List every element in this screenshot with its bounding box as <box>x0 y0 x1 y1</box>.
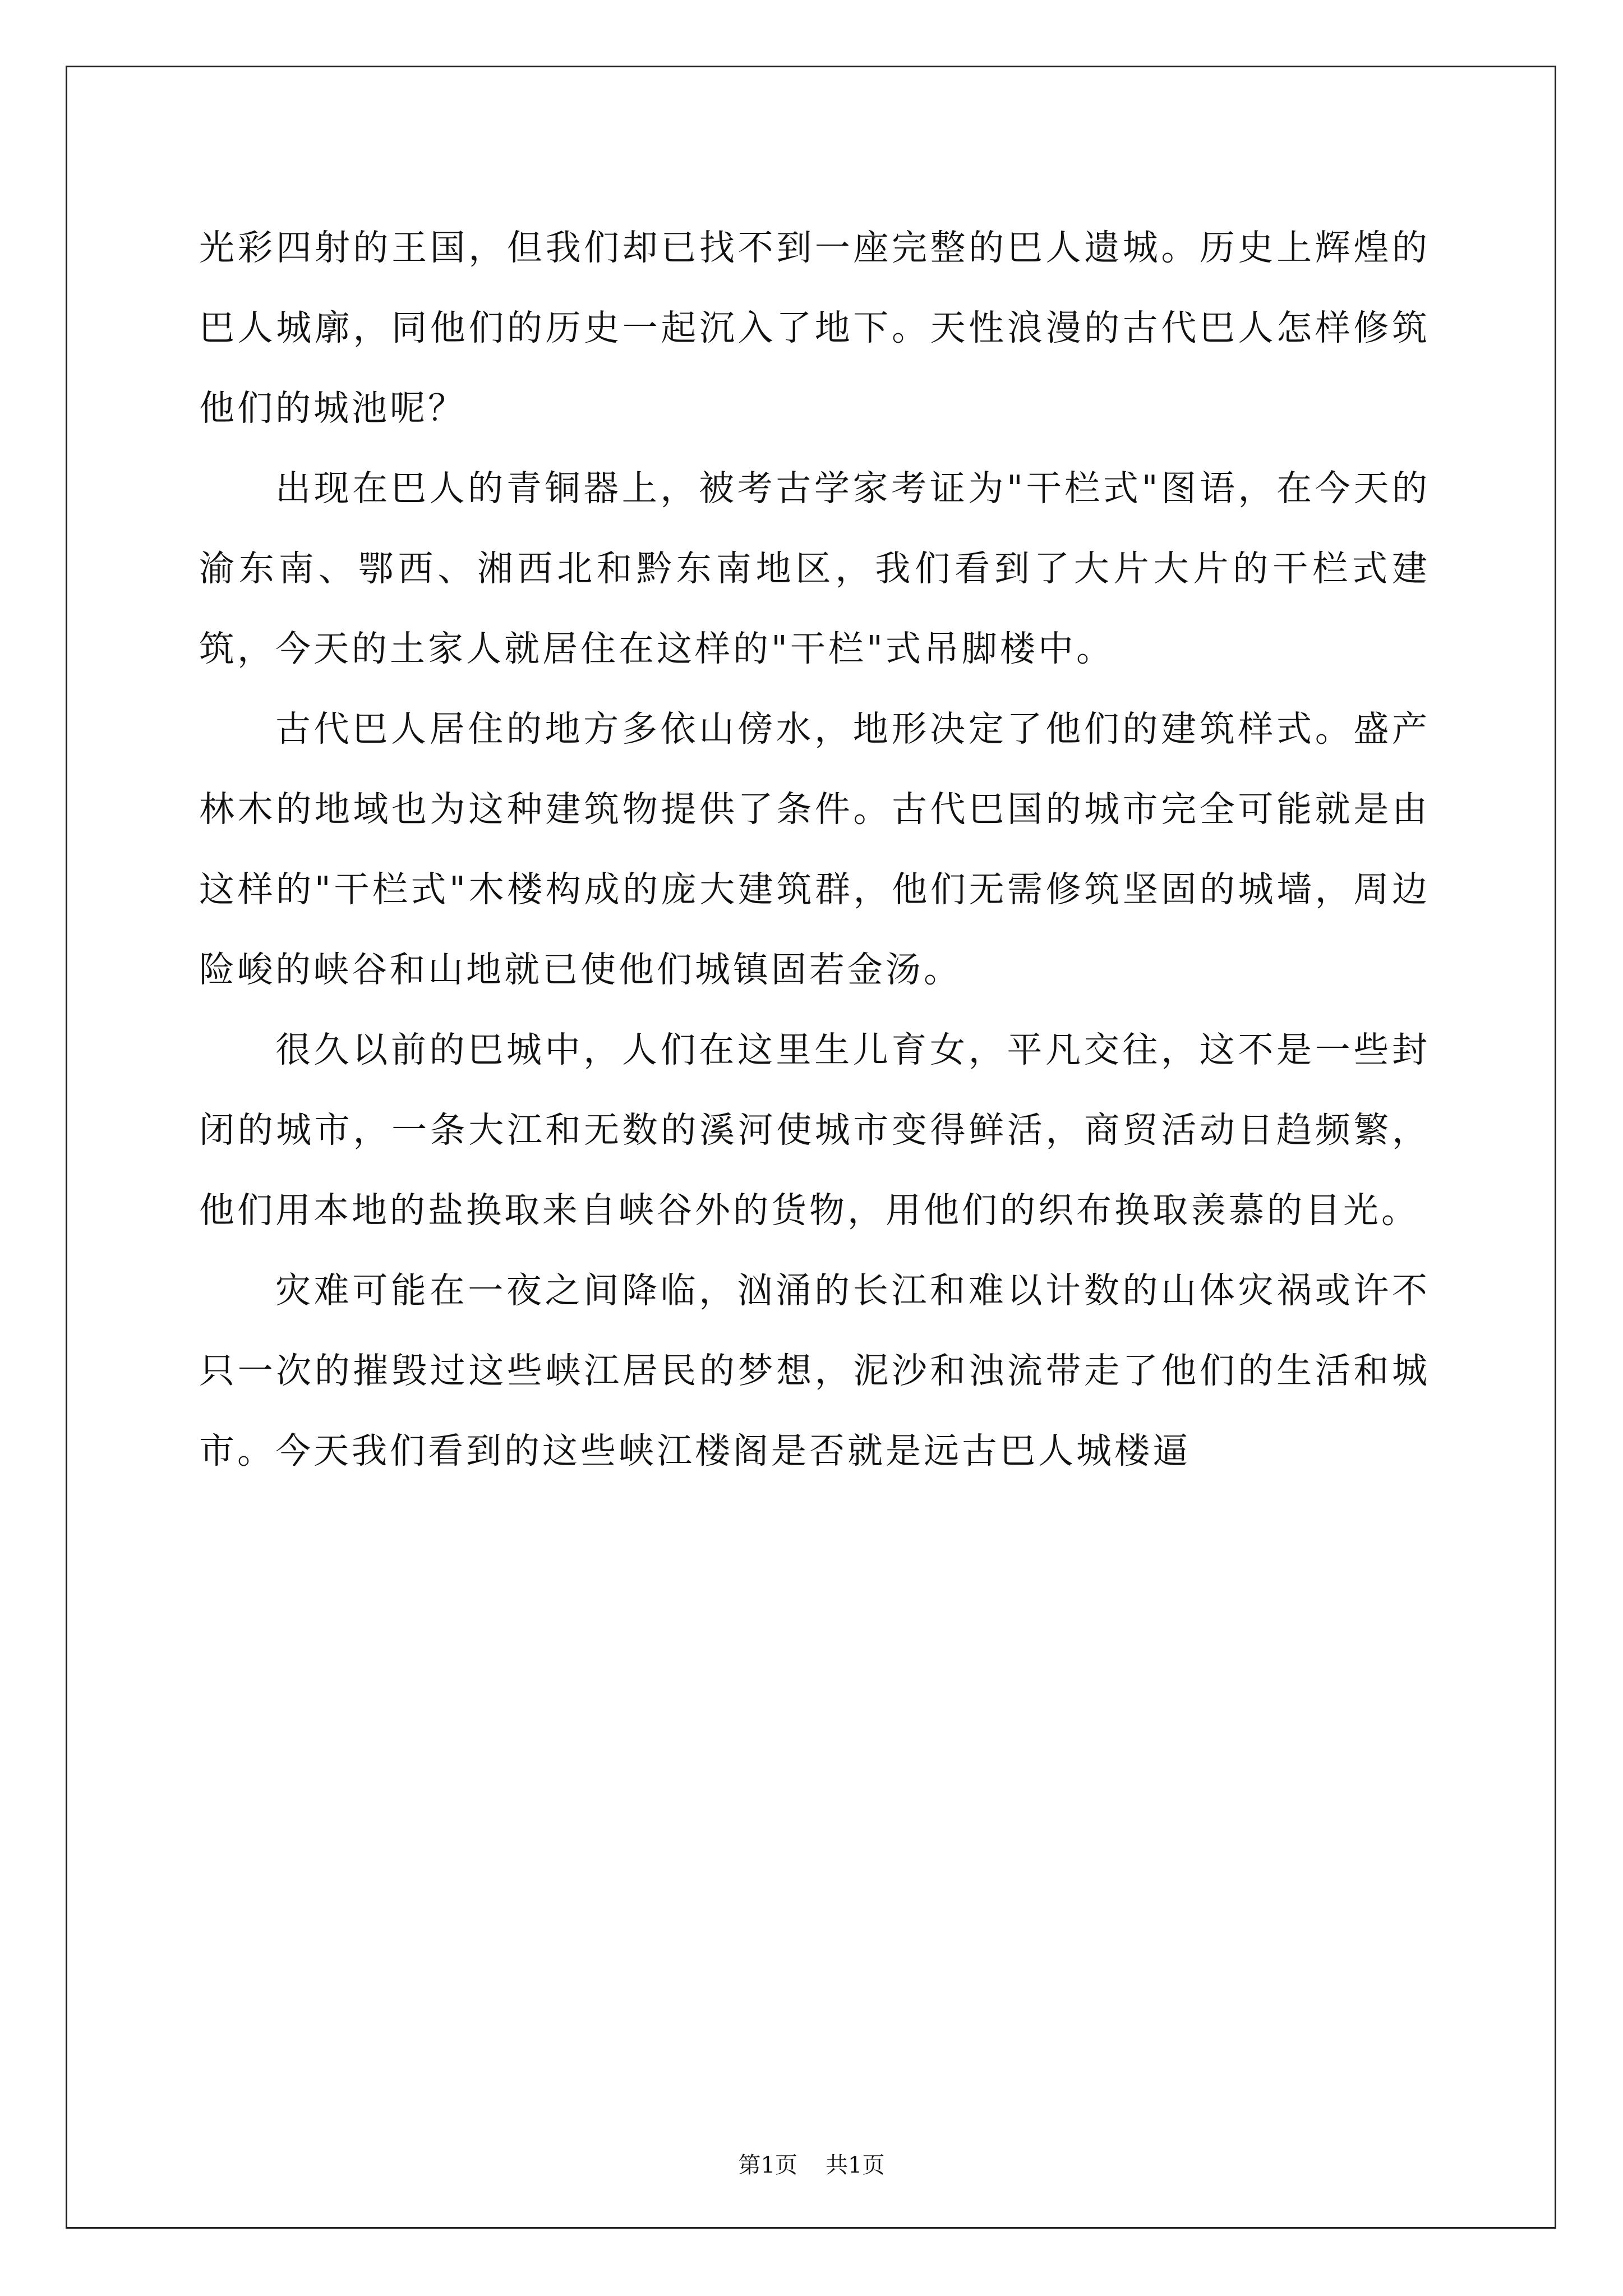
paragraph-5: 灾难可能在一夜之间降临，汹涌的长江和难以计数的山体灾祸或许不只一次的摧毁过这些峡江居民的梦想，泥沙和浊流带走了他们的生活和城市。今天我们看到的这些峡江楼阁是否就是远古巴人城楼逼 <box>199 1270 1430 1471</box>
document-body <box>199 208 1430 1491</box>
page-number: 第1页 <box>738 2152 797 2178</box>
paragraph-2: 出现在巴人的青铜器上，被考古学家考证为"干栏式"图语，在今天的渝东南、鄂西、湘西北和黔东南地区，我们看到了大片大片的干栏式建筑，今天的土家人就居住在这样的"干栏"式吊脚楼中。 <box>199 468 1430 669</box>
page-total: 共1页 <box>826 2152 885 2178</box>
page-footer <box>0 2147 1623 2179</box>
paragraph-1: 光彩四射的王国，但我们却已找不到一座完整的巴人遗城。历史上辉煌的巴人城廓，同他们的历史一起沉入了地下。天性浪漫的古代巴人怎样修筑他们的城池呢？ <box>199 227 1430 429</box>
paragraph-3: 古代巴人居住的地方多依山傍水，地形决定了他们的建筑样式。盛产林木的地域也为这种建筑物提供了条件。古代巴国的城市完全可能就是由这样的"干栏式"木楼构成的庞大建筑群，他们无需修筑坚固的城墙，周边险峻的峡谷和山地就已使他们城镇固若金汤。 <box>199 708 1430 990</box>
paragraph-4: 很久以前的巴城中，人们在这里生儿育女，平凡交往，这不是一些封闭的城市，一条大江和无数的溪河使城市变得鲜活，商贸活动日趋频繁，他们用本地的盐换取来自峡谷外的货物，用他们的织布换取羡慕的目光。 <box>199 1029 1430 1231</box>
